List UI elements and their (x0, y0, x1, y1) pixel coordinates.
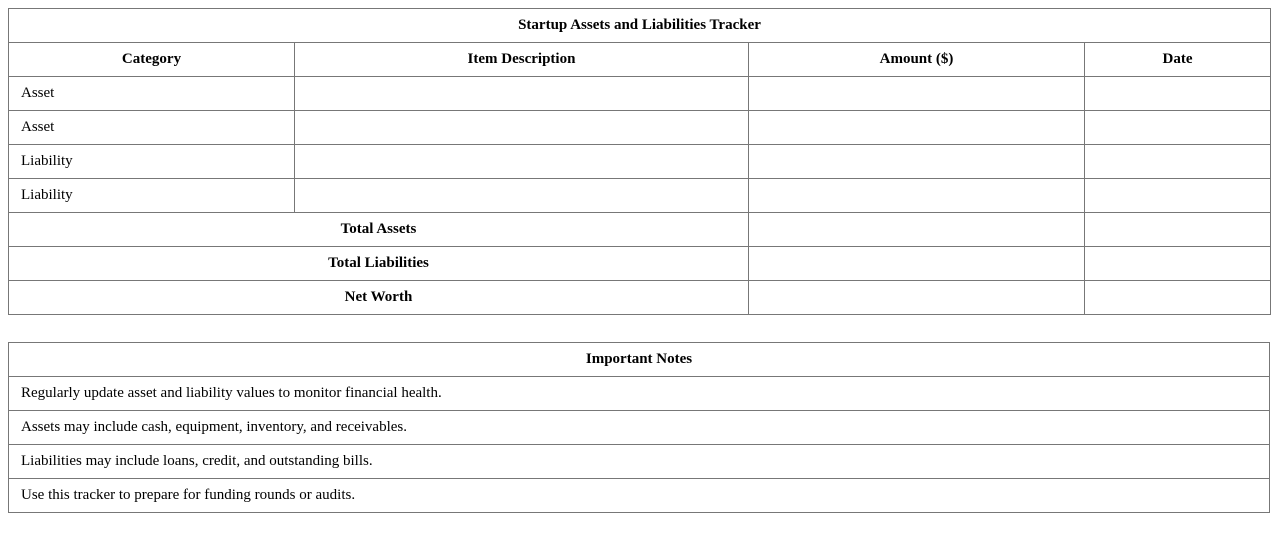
category-cell: Liability (9, 179, 295, 213)
net-worth-date[interactable] (1085, 281, 1271, 315)
header-item-description: Item Description (295, 43, 749, 77)
assets-liabilities-table (8, 8, 1271, 315)
date-cell[interactable] (1085, 179, 1271, 213)
category-cell: Asset (9, 111, 295, 145)
item-description-cell[interactable] (295, 77, 749, 111)
note-item: Use this tracker to prepare for funding rounds or audits. (9, 479, 1270, 513)
amount-cell[interactable] (749, 111, 1085, 145)
note-row (9, 445, 1270, 479)
note-item: Assets may include cash, equipment, inventory, and receivables. (9, 411, 1270, 445)
note-row (9, 377, 1270, 411)
amount-cell[interactable] (749, 77, 1085, 111)
header-date: Date (1085, 43, 1271, 77)
net-worth-amount[interactable] (749, 281, 1085, 315)
important-notes-table (8, 342, 1270, 513)
note-row (9, 411, 1270, 445)
amount-cell[interactable] (749, 145, 1085, 179)
amount-cell[interactable] (749, 179, 1085, 213)
table-row (9, 179, 1271, 213)
table-header-row (9, 43, 1271, 77)
table-row (9, 145, 1271, 179)
total-assets-row (9, 213, 1271, 247)
date-cell[interactable] (1085, 145, 1271, 179)
date-cell[interactable] (1085, 77, 1271, 111)
total-liabilities-label: Total Liabilities (9, 247, 749, 281)
table-title: Startup Assets and Liabilities Tracker (9, 9, 1271, 43)
table-row (9, 111, 1271, 145)
total-liabilities-row (9, 247, 1271, 281)
item-description-cell[interactable] (295, 145, 749, 179)
note-item: Liabilities may include loans, credit, and outstanding bills. (9, 445, 1270, 479)
category-cell: Liability (9, 145, 295, 179)
table-row (9, 77, 1271, 111)
total-assets-date[interactable] (1085, 213, 1271, 247)
total-assets-label: Total Assets (9, 213, 749, 247)
total-assets-amount[interactable] (749, 213, 1085, 247)
date-cell[interactable] (1085, 111, 1271, 145)
note-row (9, 479, 1270, 513)
header-amount: Amount ($) (749, 43, 1085, 77)
item-description-cell[interactable] (295, 111, 749, 145)
item-description-cell[interactable] (295, 179, 749, 213)
total-liabilities-amount[interactable] (749, 247, 1085, 281)
table-title-row (9, 9, 1271, 43)
total-liabilities-date[interactable] (1085, 247, 1271, 281)
note-item: Regularly update asset and liability values to monitor financial health. (9, 377, 1270, 411)
net-worth-label: Net Worth (9, 281, 749, 315)
net-worth-row (9, 281, 1271, 315)
notes-title-row (9, 343, 1270, 377)
header-category: Category (9, 43, 295, 77)
category-cell: Asset (9, 77, 295, 111)
notes-title: Important Notes (9, 343, 1270, 377)
